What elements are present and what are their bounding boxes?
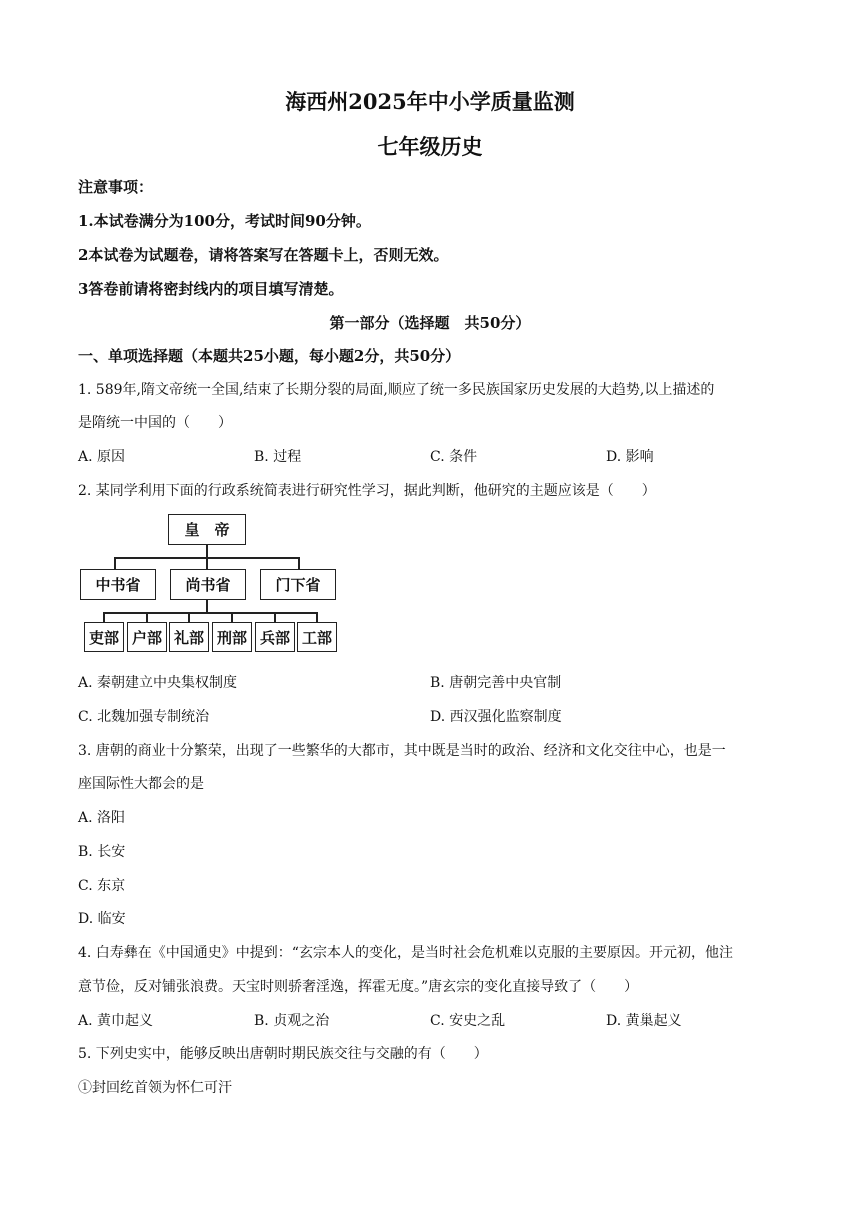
connector-line: [206, 545, 208, 557]
question-1-option-b[interactable]: B. 过程: [254, 449, 302, 465]
zhongshu-box: 中书省: [80, 569, 156, 600]
question-4-stem: 意节俭，反对铺张浪费。天宝时则骄奢淫逸，挥霍无度。”唐玄宗的变化直接导致了（ ）: [78, 979, 639, 995]
connector-line: [103, 612, 105, 622]
notice-heading: 注意事项：: [78, 178, 154, 196]
question-1-option-d[interactable]: D. 影响: [606, 449, 654, 465]
part-title: 第一部分（选择题 共50分）: [329, 314, 531, 332]
connector-line: [114, 557, 116, 569]
question-2-stem: 2. 某同学利用下面的行政系统简表进行研究性学习，据此判断，他研究的主题应该是（ ）: [78, 483, 656, 499]
exam-subtitle: 七年级历史: [377, 134, 483, 159]
question-2-option-a[interactable]: A. 秦朝建立中央集权制度: [78, 675, 238, 691]
question-5-statement: ①封回纥首领为怀仁可汗: [78, 1080, 232, 1096]
question-3-option-d[interactable]: D. 临安: [78, 911, 126, 927]
question-4-option-b[interactable]: B. 贞观之治: [254, 1013, 330, 1029]
administrative-system-diagram: [78, 512, 340, 656]
question-4-option-c[interactable]: C. 安史之乱: [430, 1013, 506, 1029]
question-3-stem: 座国际性大都会的是: [78, 776, 204, 792]
question-4-option-a[interactable]: A. 黄巾起义: [78, 1013, 154, 1029]
notice-item: 3答卷前请将密封线内的项目填写清楚。: [78, 280, 344, 298]
exam-title: 海西州2025年中小学质量监测: [285, 89, 575, 114]
connector-line: [146, 612, 148, 622]
connector-line: [206, 600, 208, 612]
connector-line: [298, 557, 300, 569]
shangshu-box: 尚书省: [170, 569, 246, 600]
question-1-stem: 是隋统一中国的（ ）: [78, 415, 232, 431]
notice-item: 1.本试卷满分为100分，考试时间90分钟。: [78, 212, 371, 230]
connector-line: [274, 612, 276, 622]
connector-line: [316, 612, 318, 622]
connector-line: [188, 612, 190, 622]
ministry-box-hu: 户部: [127, 622, 167, 652]
question-2-option-b[interactable]: B. 唐朝完善中央官制: [430, 675, 562, 691]
question-2-option-d[interactable]: D. 西汉强化监察制度: [430, 709, 562, 725]
question-3-stem: 3. 唐朝的商业十分繁荣，出现了一些繁华的大都市，其中既是当时的政治、经济和文化交往中心，也是一: [78, 743, 726, 759]
question-1-option-a[interactable]: A. 原因: [78, 449, 126, 465]
notice-item: 2本试卷为试题卷，请将答案写在答题卡上，否则无效。: [78, 246, 449, 264]
question-5-stem: 5. 下列史实中，能够反映出唐朝时期民族交往与交融的有（ ）: [78, 1046, 488, 1062]
ministry-box-li: 吏部: [84, 622, 124, 652]
question-3-option-c[interactable]: C. 东京: [78, 878, 126, 894]
menxia-box: 门下省: [260, 569, 336, 600]
question-4-stem: 4. 白寿彝在《中国通史》中提到：“玄宗本人的变化，是当时社会危机难以克服的主要原因。开元初，他注: [78, 945, 733, 961]
section-title: 一、单项选择题（本题共25小题，每小题2分，共50分）: [78, 347, 461, 365]
ministry-box-rites: 礼部: [169, 622, 209, 652]
connector-line: [103, 612, 316, 614]
ministry-box-bing: 兵部: [255, 622, 295, 652]
ministry-box-xing: 刑部: [212, 622, 252, 652]
connector-line: [231, 612, 233, 622]
question-3-option-a[interactable]: A. 洛阳: [78, 810, 126, 826]
ministry-box-gong: 工部: [297, 622, 337, 652]
question-3-option-b[interactable]: B. 长安: [78, 844, 126, 860]
connector-line: [206, 557, 208, 569]
question-1-stem: 1. 589年,隋文帝统一全国,结束了长期分裂的局面,顺应了统一多民族国家历史发展的大趋势,以上描述的: [78, 382, 715, 398]
question-4-option-d[interactable]: D. 黄巢起义: [606, 1013, 682, 1029]
question-2-option-c[interactable]: C. 北魏加强专制统治: [78, 709, 210, 725]
emperor-box: 皇 帝: [168, 514, 246, 545]
question-1-option-c[interactable]: C. 条件: [430, 449, 478, 465]
